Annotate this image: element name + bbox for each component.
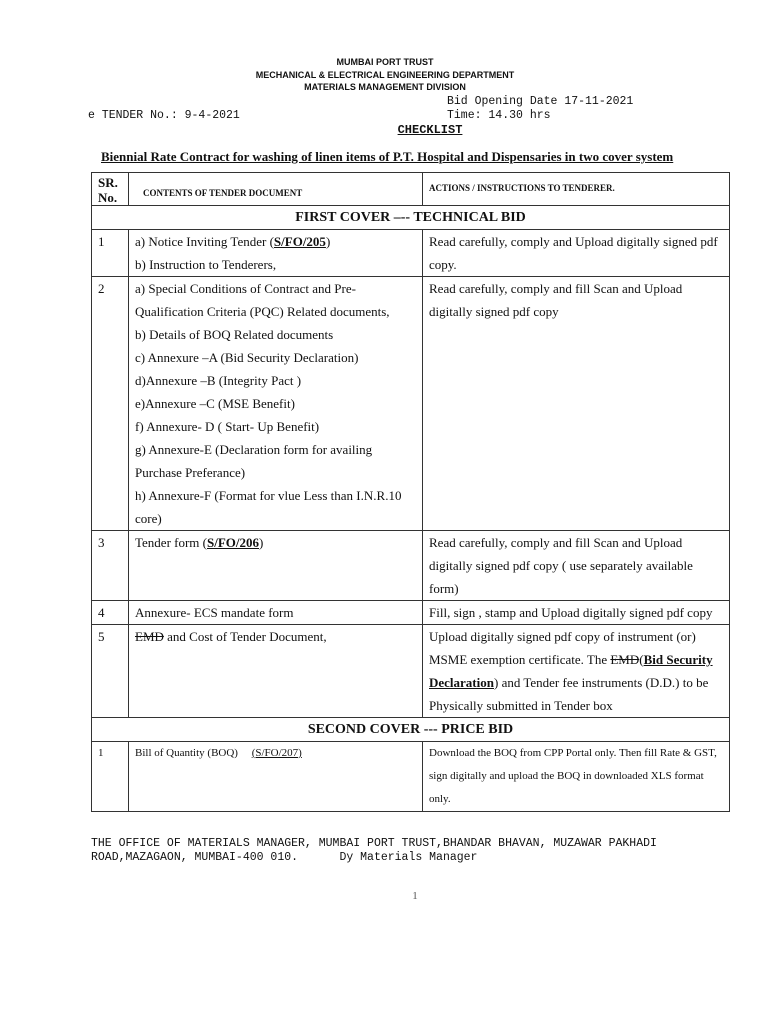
row-action: Download the BOQ from CPP Portal only. Then fill Rate & GST, sign digitally and upload the BOQ in downloaded XLS format only. <box>423 742 730 812</box>
department-name: MECHANICAL & ELECTRICAL ENGINEERING DEPARTMENT <box>255 70 515 80</box>
row-contents: a) Special Conditions of Contract and Pre-Qualification Criteria (PQC) Related documents, b) Details of BOQ Related documents c) Annexure –A (Bid Security Declaration) d)Annexure –B (Integrity Pact ) e)Annexure –C (MSE Benefit) f) Annexure- D ( Start- Up Benefit) g) Annexure-E (Declaration form for availing Purchase Preferance) h) Annexure-F (Format for vlue Less than I.N.R.10 core) <box>129 277 423 531</box>
bid-opening-date: Bid Opening Date 17-11-2021 <box>447 95 634 108</box>
row-action: Fill, sign , stamp and Upload digitally signed pdf copy <box>423 601 730 625</box>
row-sr: 3 <box>92 531 129 601</box>
first-cover-label: FIRST COVER –-- TECHNICAL BID <box>92 206 730 230</box>
row-sr: 1 <box>92 742 129 812</box>
col-actions-header: ACTIONS / INSTRUCTIONS TO TENDERER. <box>429 183 615 193</box>
form-ref-sfo205: S/FO/205 <box>273 234 326 249</box>
second-cover-label: SECOND COVER --- PRICE BID <box>92 718 730 742</box>
table-row <box>92 601 730 625</box>
row-sr: 1 <box>92 230 129 277</box>
checklist-title: CHECKLIST <box>397 123 463 137</box>
table-row <box>92 230 730 277</box>
tender-number: e TENDER No.: 9-4-2021 <box>88 109 240 122</box>
division-name: MATERIALS MANAGEMENT DIVISION <box>304 82 466 92</box>
row-sr: 5 <box>92 625 129 718</box>
form-ref-sfo206: S/FO/206 <box>207 535 260 550</box>
row-contents: Annexure- ECS mandate form <box>129 601 423 625</box>
row-contents: Bill of Quantity (BOQ) (S/FO/207) <box>129 742 423 812</box>
row-contents: Tender form (S/FO/206) <box>129 531 423 601</box>
row-action: Upload digitally signed pdf copy of instrument (or) MSME exemption certificate. The EMD(Bid Security Declaration) and Tender fee instruments (D.D.) to be Physically submitted in Tender box <box>423 625 730 718</box>
first-cover-row <box>92 206 730 230</box>
row-contents: EMD and Cost of Tender Document, <box>129 625 423 718</box>
bid-time: Time: 14.30 hrs <box>447 109 551 122</box>
bid-security-declaration: Bid Security Declaration <box>429 652 713 690</box>
table-row <box>92 625 730 718</box>
page-number: 1 <box>412 890 418 902</box>
row-sr: 2 <box>92 277 129 531</box>
tender-subject: Biennial Rate Contract for washing of linen items of P.T. Hospital and Dispensaries in two cover system <box>101 149 674 164</box>
org-name: MUMBAI PORT TRUST <box>336 57 434 67</box>
footer-address: THE OFFICE OF MATERIALS MANAGER, MUMBAI PORT TRUST,BHANDAR BHAVAN, MUZAWAR PAKHADI ROAD,MAZAGAON, MUMBAI-400 010. Dy Materials Manager <box>91 837 657 864</box>
table-row <box>92 742 730 812</box>
row-action: Read carefully, comply and Upload digitally signed pdf copy. <box>423 230 730 277</box>
second-cover-row <box>92 718 730 742</box>
row-action: Read carefully, comply and fill Scan and Upload digitally signed pdf copy ( use separately available form) <box>423 531 730 601</box>
col-sr-header: SR. No. <box>92 173 129 206</box>
checklist-table <box>91 172 730 812</box>
form-ref-sfo207: (S/FO/207) <box>251 747 302 759</box>
col-contents-header: CONTENTS OF TENDER DOCUMENT <box>143 188 303 198</box>
row-action: Read carefully, comply and fill Scan and Upload digitally signed pdf copy <box>423 277 730 531</box>
table-row <box>92 277 730 531</box>
row-contents: a) Notice Inviting Tender (S/FO/205) b) Instruction to Tenderers, <box>129 230 423 277</box>
row-sr: 4 <box>92 601 129 625</box>
table-row <box>92 531 730 601</box>
struck-emd: EMD <box>135 629 164 644</box>
table-header-row <box>92 173 730 206</box>
